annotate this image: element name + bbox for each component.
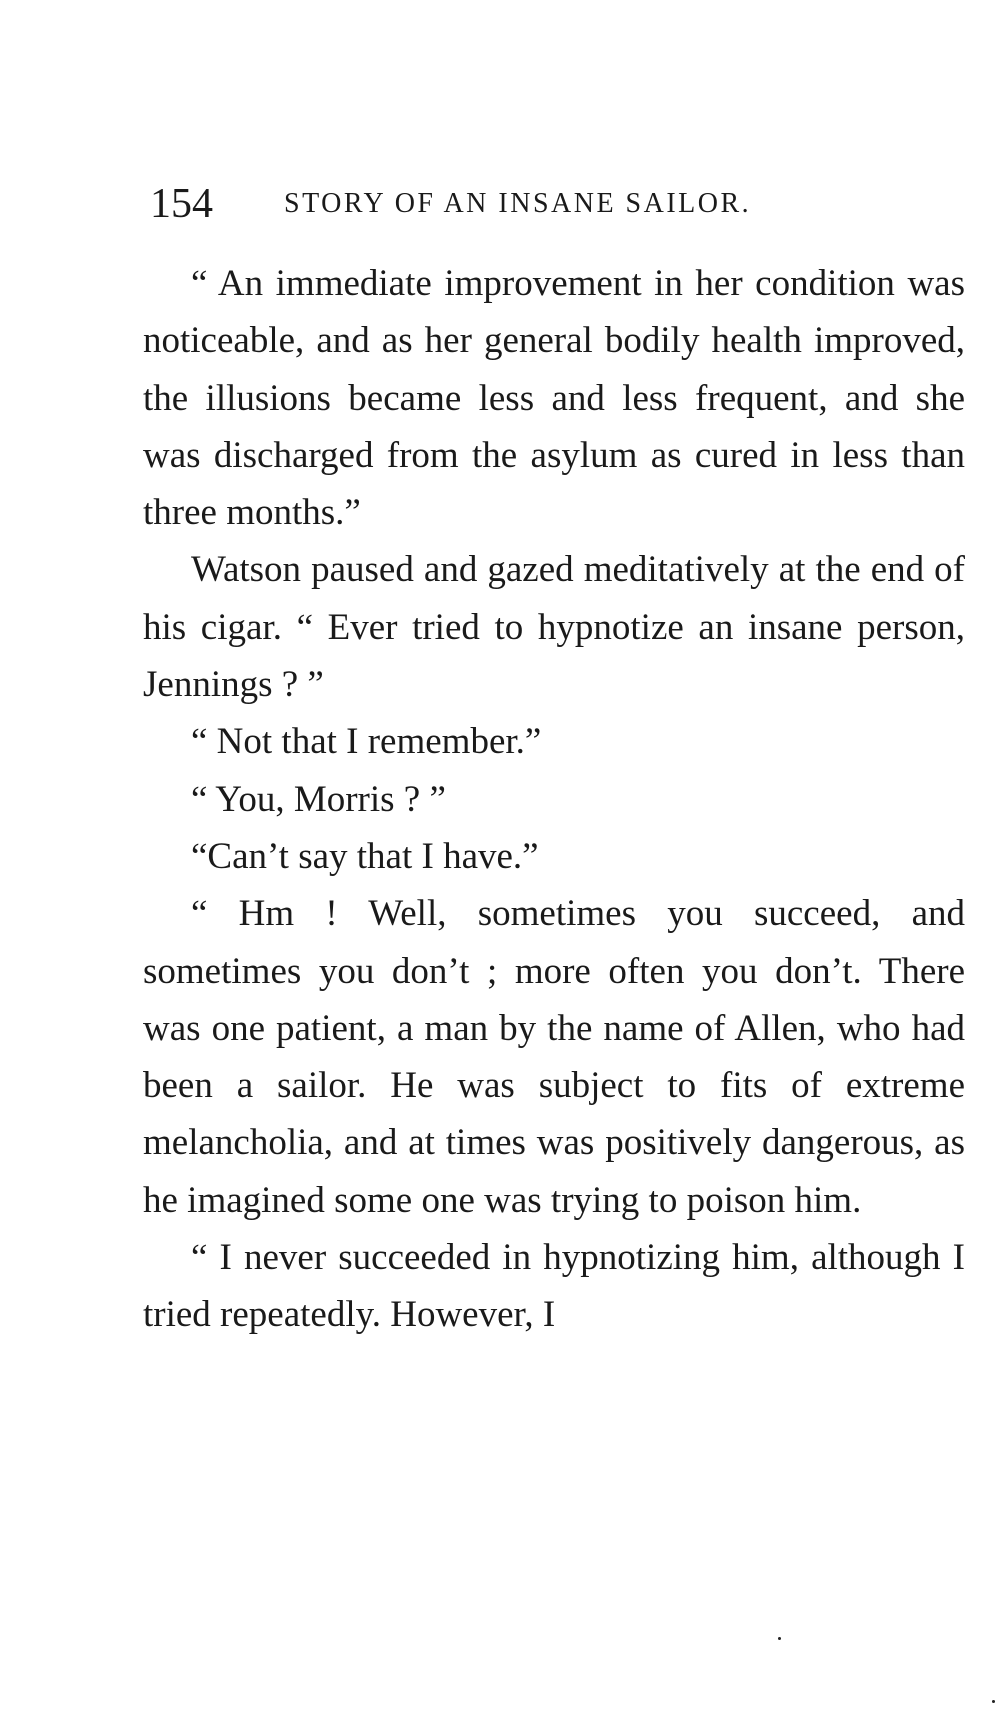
paragraph-6: “ Hm ! Well, sometimes you succeed, and sometimes you don’t ; more often you don’t. There was one patient, a man by the name of Allen, who had been a sailor. He was subject to fits of extreme melancholia, and at times was positively dangerous, as he imagined some one was trying to poison him. (143, 893, 965, 1221)
print-speck (778, 1637, 781, 1640)
paragraph-4: “ You, Morris ? ” (191, 778, 446, 820)
print-speck (992, 1700, 995, 1703)
body-text (143, 255, 965, 1344)
paragraph-1: “ An immediate improvement in her condition was noticeable, and as her general bodily health improved, the illusions became less and less frequent, and she was discharged from the asylum as cured in less than three months.” (143, 263, 965, 534)
page-number: 154 (150, 181, 213, 227)
paragraph-5: “Can’t say that I have.” (191, 835, 539, 877)
running-title: STORY OF AN INSANE SAILOR. (284, 188, 752, 219)
paragraph-3: “ Not that I remember.” (191, 721, 542, 763)
paragraph-7: “ I never succeeded in hypnotizing him, although I tried repeatedly. However, I (143, 1237, 965, 1336)
page-header (142, 178, 962, 230)
paragraph-2: Watson paused and gazed meditatively at the end of his cigar. “ Ever tried to hypnotize an insane person, Jennings ? ” (143, 549, 965, 706)
